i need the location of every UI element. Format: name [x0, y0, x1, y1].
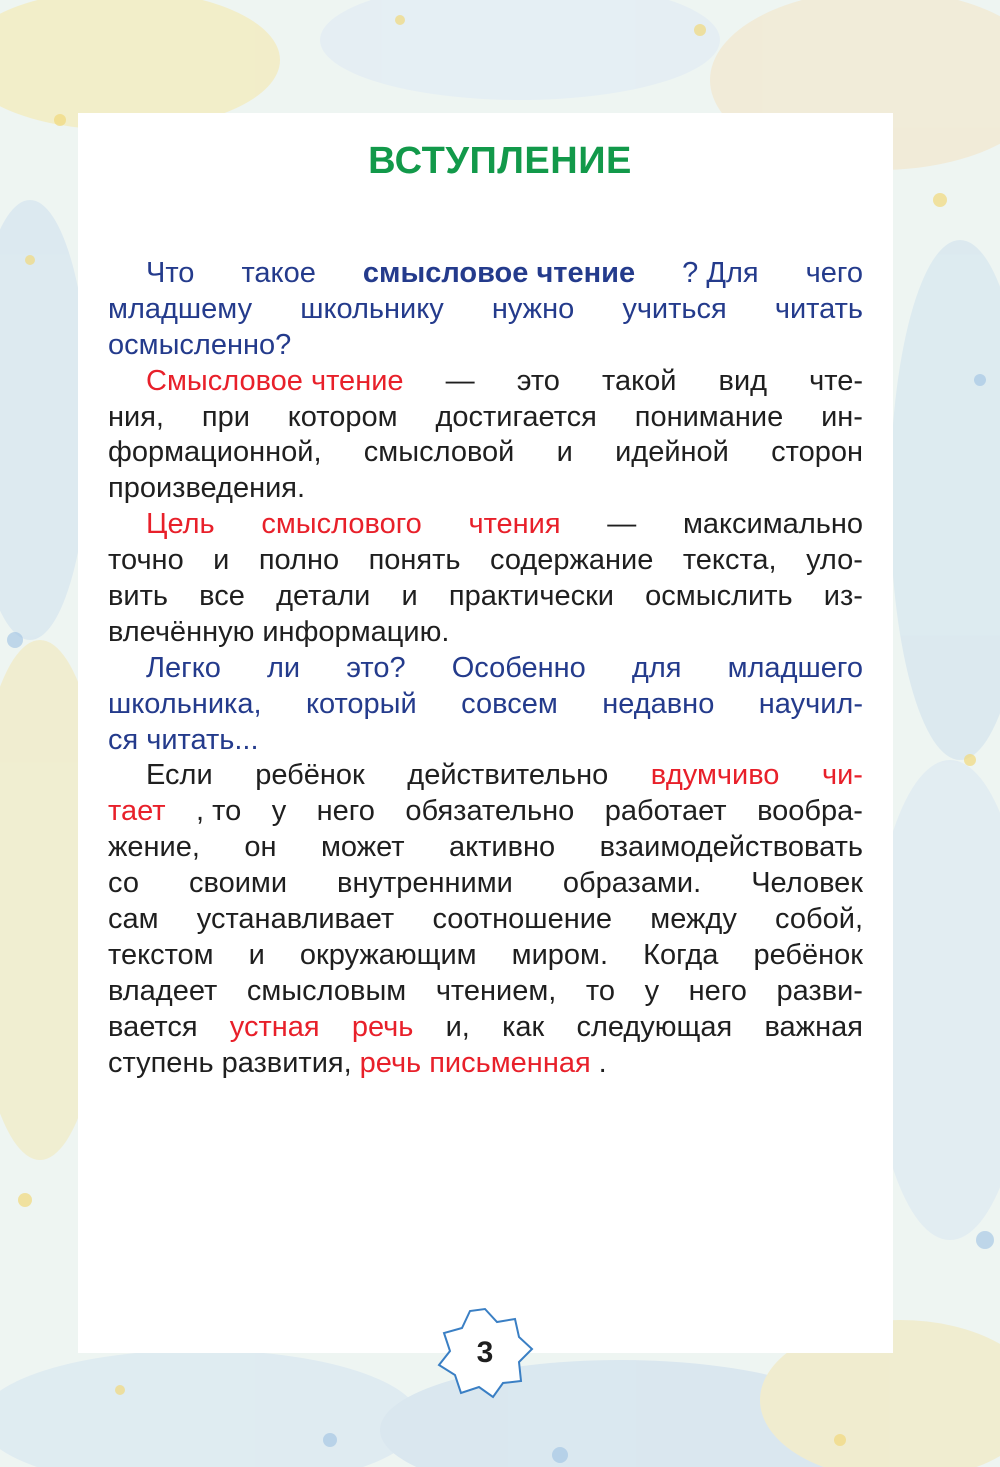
- text-segment: информацию.: [262, 615, 450, 648]
- text-line: [108, 651, 863, 687]
- text-segment: ния,: [108, 400, 164, 433]
- text-segment: такое: [241, 257, 316, 289]
- text-segment: котором: [287, 400, 398, 433]
- text-segment: и,: [445, 1010, 470, 1043]
- text-segment: ся: [108, 723, 139, 756]
- text-segment: смысловое чтение: [362, 257, 636, 289]
- text-segment: практически: [448, 580, 614, 613]
- text-segment: то: [585, 974, 616, 1007]
- text-segment: Если: [146, 759, 213, 792]
- text-line: [108, 830, 863, 866]
- text-segment: это?: [346, 651, 406, 684]
- text-line: [108, 938, 863, 974]
- text-segment: , то: [196, 795, 242, 828]
- text-segment: осмыслить: [645, 580, 793, 613]
- text-segment: учиться: [622, 292, 727, 325]
- text-segment: собой,: [775, 903, 863, 936]
- text-segment: Что: [146, 257, 195, 289]
- text-segment: миром.: [511, 938, 609, 971]
- text-segment: для: [631, 651, 682, 684]
- text-segment: все: [199, 580, 245, 613]
- text-segment: точно: [108, 544, 184, 577]
- text-segment: между: [650, 903, 737, 936]
- highlighted-term: устная: [229, 1010, 320, 1043]
- text-segment: сам: [108, 903, 159, 936]
- text-line: [108, 364, 863, 400]
- text-segment: смысловым: [246, 974, 407, 1007]
- paragraph: [108, 364, 863, 508]
- text-line: [108, 974, 863, 1010]
- text-segment: вить: [108, 580, 168, 613]
- text-segment: него: [688, 974, 747, 1007]
- text-segment: максимально: [682, 508, 863, 541]
- text-segment: младшему: [108, 292, 253, 325]
- text-segment: —: [445, 364, 475, 397]
- text-segment: достигается: [435, 400, 597, 433]
- text-line: [108, 507, 863, 543]
- text-line: [108, 471, 863, 507]
- highlighted-term: чтения: [468, 508, 561, 541]
- paragraph: [108, 758, 863, 1081]
- text-line: [108, 292, 863, 328]
- text-segment: жение,: [108, 831, 200, 864]
- text-segment: формационной,: [108, 436, 322, 469]
- text-segment: ребёнок: [255, 759, 365, 792]
- page-number: 3: [476, 1336, 494, 1369]
- text-segment: текста,: [682, 544, 777, 577]
- text-segment: нужно: [491, 292, 575, 325]
- text-segment: .: [598, 1046, 607, 1079]
- text-segment: обязательно: [405, 795, 575, 828]
- text-segment: вообра-: [757, 795, 863, 828]
- text-segment: Человек: [751, 867, 863, 900]
- text-line: [108, 723, 863, 759]
- text-segment: детали: [276, 580, 371, 613]
- highlighted-term: чи-: [821, 759, 863, 792]
- highlighted-term: Цель: [146, 508, 215, 541]
- text-line: [108, 902, 863, 938]
- text-segment: чего: [805, 257, 863, 289]
- text-segment: действительно: [407, 759, 609, 792]
- text-segment: соотношение: [432, 903, 613, 936]
- text-segment: это: [516, 364, 560, 397]
- text-segment: у: [271, 795, 287, 828]
- text-segment: школьника,: [108, 687, 262, 720]
- paragraph: [108, 507, 863, 651]
- text-segment: внутренними: [337, 867, 513, 900]
- text-segment: чтением,: [435, 974, 557, 1007]
- text-line: [108, 1010, 863, 1046]
- highlighted-term: речь: [351, 1010, 414, 1043]
- text-segment: владеет: [108, 974, 218, 1007]
- text-segment: ин-: [821, 400, 863, 433]
- text-segment: и: [556, 436, 573, 469]
- text-segment: уло-: [806, 544, 863, 577]
- highlighted-term: вдумчиво: [650, 759, 780, 792]
- text-segment: совсем: [461, 687, 558, 720]
- text-segment: он: [244, 831, 277, 864]
- text-segment: школьнику: [300, 292, 444, 325]
- text-segment: своими: [188, 867, 288, 900]
- text-segment: работает: [604, 795, 727, 828]
- text-segment: такой: [602, 364, 677, 397]
- text-segment: у: [644, 974, 660, 1007]
- text-segment: и: [213, 544, 230, 577]
- text-segment: него: [316, 795, 375, 828]
- text-segment: разви-: [776, 974, 863, 1007]
- text-segment: окружающим: [299, 938, 477, 971]
- text-segment: недавно: [602, 687, 715, 720]
- highlighted-term: Смысловое чтение: [146, 364, 404, 397]
- text-segment: осмысленно?: [108, 328, 292, 361]
- text-segment: может: [320, 831, 405, 864]
- highlighted-term: тает: [108, 795, 166, 828]
- paragraph: [108, 651, 863, 759]
- text-segment: как: [502, 1010, 545, 1043]
- text-segment: понимание: [634, 400, 784, 433]
- text-segment: при: [201, 400, 250, 433]
- text-segment: чте-: [809, 364, 863, 397]
- text-line: [108, 579, 863, 615]
- text-line: [108, 1046, 863, 1082]
- text-segment: Легко: [146, 651, 221, 684]
- text-segment: младшего: [727, 651, 863, 684]
- text-line: [108, 543, 863, 579]
- text-line: [108, 866, 863, 902]
- text-segment: ли: [267, 651, 301, 684]
- text-segment: читать...: [146, 723, 259, 756]
- text-segment: влечённую: [108, 615, 255, 648]
- text-segment: смысловой: [363, 436, 515, 469]
- highlighted-term: смыслового: [261, 508, 422, 541]
- text-segment: содержание: [490, 544, 654, 577]
- text-segment: следующая: [576, 1010, 733, 1043]
- text-line: [108, 615, 863, 651]
- text-segment: Когда: [643, 938, 719, 971]
- page-title: ВСТУПЛЕНИЕ: [368, 140, 632, 182]
- text-segment: вается: [108, 1010, 198, 1043]
- paragraph: [108, 256, 863, 364]
- text-line: [108, 328, 863, 364]
- highlighted-term: речь письменная: [359, 1046, 591, 1079]
- text-segment: и: [401, 580, 418, 613]
- text-segment: сторон: [771, 436, 863, 469]
- text-segment: и: [248, 938, 265, 971]
- text-line: [108, 687, 863, 723]
- text-segment: важная: [764, 1010, 863, 1043]
- text-line: [108, 794, 863, 830]
- text-segment: полно: [258, 544, 340, 577]
- text-segment: ступень: [108, 1046, 214, 1079]
- text-segment: произведения.: [108, 472, 306, 505]
- text-segment: взаимодействовать: [599, 831, 863, 864]
- text-segment: текстом: [108, 938, 214, 971]
- text-segment: Особенно: [451, 651, 586, 684]
- text-segment: понять: [368, 544, 461, 577]
- text-line: [108, 400, 863, 436]
- text-segment: активно: [449, 831, 556, 864]
- text-segment: —: [607, 508, 637, 541]
- text-segment: читать: [774, 292, 863, 325]
- text-segment: вид: [718, 364, 768, 397]
- text-line: [108, 435, 863, 471]
- text-segment: образами.: [562, 867, 702, 900]
- text-line: [108, 256, 863, 292]
- text-segment: ? Для: [682, 257, 759, 289]
- text-line: [108, 758, 863, 794]
- text-segment: ребёнок: [753, 938, 863, 971]
- intro-text: [108, 256, 863, 1081]
- text-segment: устанавливает: [196, 903, 395, 936]
- text-segment: из-: [823, 580, 863, 613]
- text-segment: научил-: [758, 687, 863, 720]
- text-segment: который: [305, 687, 417, 720]
- text-segment: со: [108, 867, 139, 900]
- text-segment: идейной: [615, 436, 729, 469]
- text-segment: развития,: [221, 1046, 352, 1079]
